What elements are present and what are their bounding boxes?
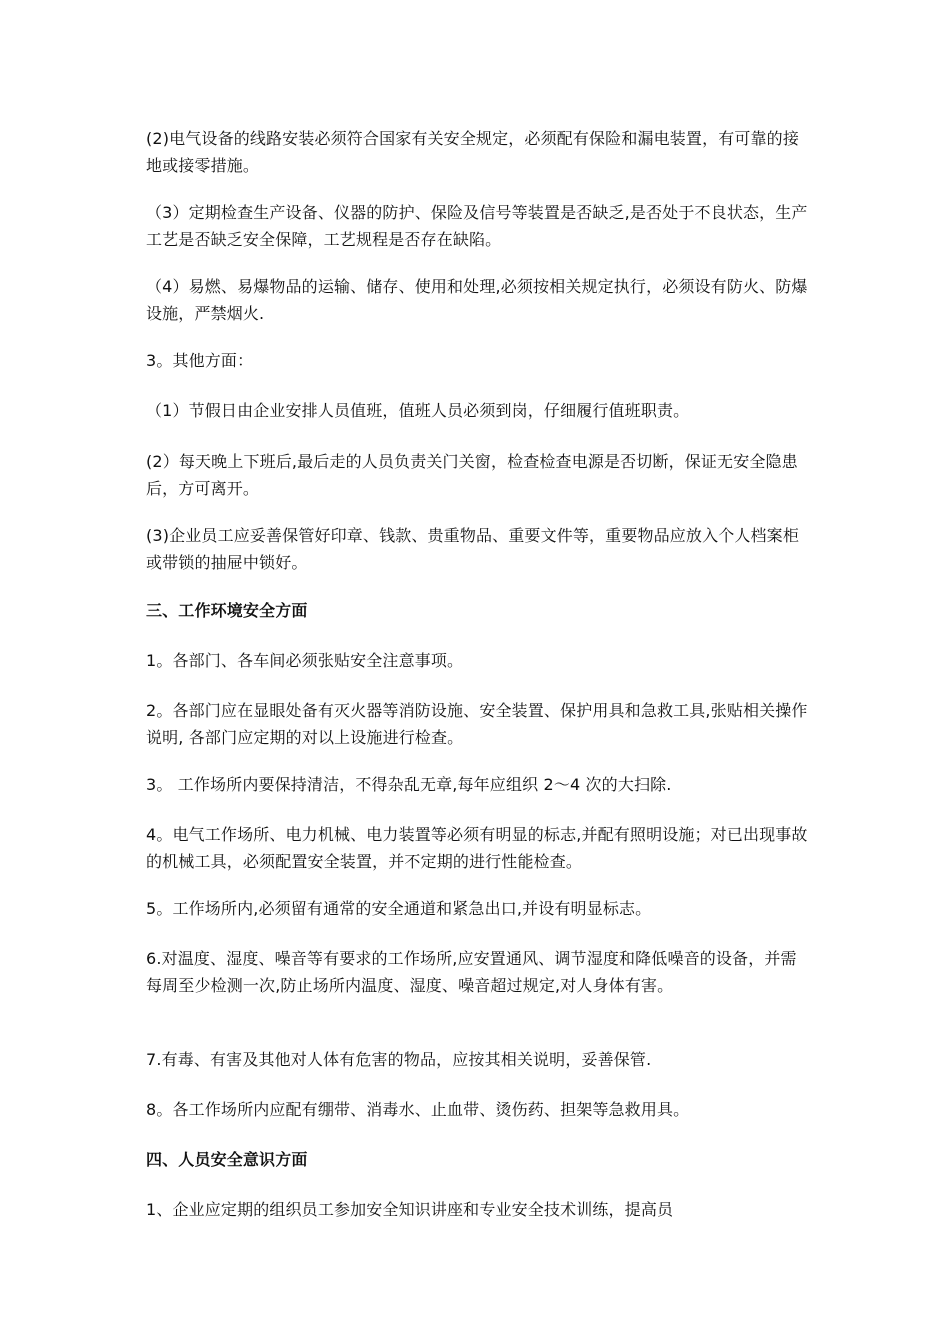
paragraph-safety-notices: 1。各部门、各车间必须张贴安全注意事项。 [146, 651, 464, 670]
paragraph-safety-training: 1、企业应定期的组织员工参加安全知识讲座和专业安全技术训练，提高员 [146, 1200, 674, 1219]
paragraph-electrical-wiring: (2)电气设备的线路安装必须符合国家有关安全规定，必须配有保险和漏电装置，有可靠的接地或接零措施。 [146, 129, 799, 175]
paragraph-electrical-signs: 4。电气工作场所、电力机械、电力装置等必须有明显的标志,并配有照明设施；对已出现事故的机械工具，必须配置安全装置，并不定期的进行性能检查。 [146, 825, 808, 871]
paragraph-holiday-duty: （1）节假日由企业安排人员值班，值班人员必须到岗，仔细履行值班职责。 [146, 401, 690, 420]
paragraph-cleanliness: 3。 工作场所内要保持清洁，不得杂乱无章,每年应组织 2～4 次的大扫除. [146, 775, 672, 794]
paragraph-first-aid: 8。各工作场所内应配有绷带、消毒水、止血带、烫伤药、担架等急救用具。 [146, 1100, 690, 1119]
paragraph-valuables: (3)企业员工应妥善保管好印章、钱款、贵重物品、重要文件等，重要物品应放入个人档案柜或带锁的抽屉中锁好。 [146, 526, 799, 572]
paragraph-closing-duties: (2）每天晚上下班后,最后走的人员负责关门关窗，检查检查电源是否切断，保证无安全隐患后，方可离开。 [146, 452, 798, 498]
paragraph-flammable-materials: （4）易燃、易爆物品的运输、储存、使用和处理,必须按相关规定执行，必须设有防火、防爆设施，严禁烟火. [146, 277, 808, 323]
section-heading-safety-awareness: 四、人员安全意识方面 [146, 1150, 308, 1169]
paragraph-other-aspects: 3。其他方面： [146, 351, 254, 370]
paragraph-hazardous-items: 7.有毒、有害及其他对人体有危害的物品，应按其相关说明，妥善保管. [146, 1050, 652, 1069]
section-heading-work-environment: 三、工作环境安全方面 [146, 601, 308, 620]
paragraph-equipment-inspection: （3）定期检查生产设备、仪器的防护、保险及信号等装置是否缺乏,是否处于不良状态，生产工艺是否缺乏安全保障，工艺规程是否存在缺陷。 [146, 203, 808, 249]
paragraph-fire-equipment: 2。各部门应在显眼处备有灭火器等消防设施、安全装置、保护用具和急救工具,张贴相关操作说明, 各部门应定期的对以上设施进行检查。 [146, 701, 808, 747]
paragraph-environment-control: 6.对温度、湿度、噪音等有要求的工作场所,应安置通风、调节湿度和降低噪音的设备，并需每周至少检测一次,防止场所内温度、湿度、噪音超过规定,对人身体有害。 [146, 949, 797, 995]
paragraph-emergency-exits: 5。工作场所内,必须留有通常的安全通道和紧急出口,并设有明显标志。 [146, 899, 652, 918]
